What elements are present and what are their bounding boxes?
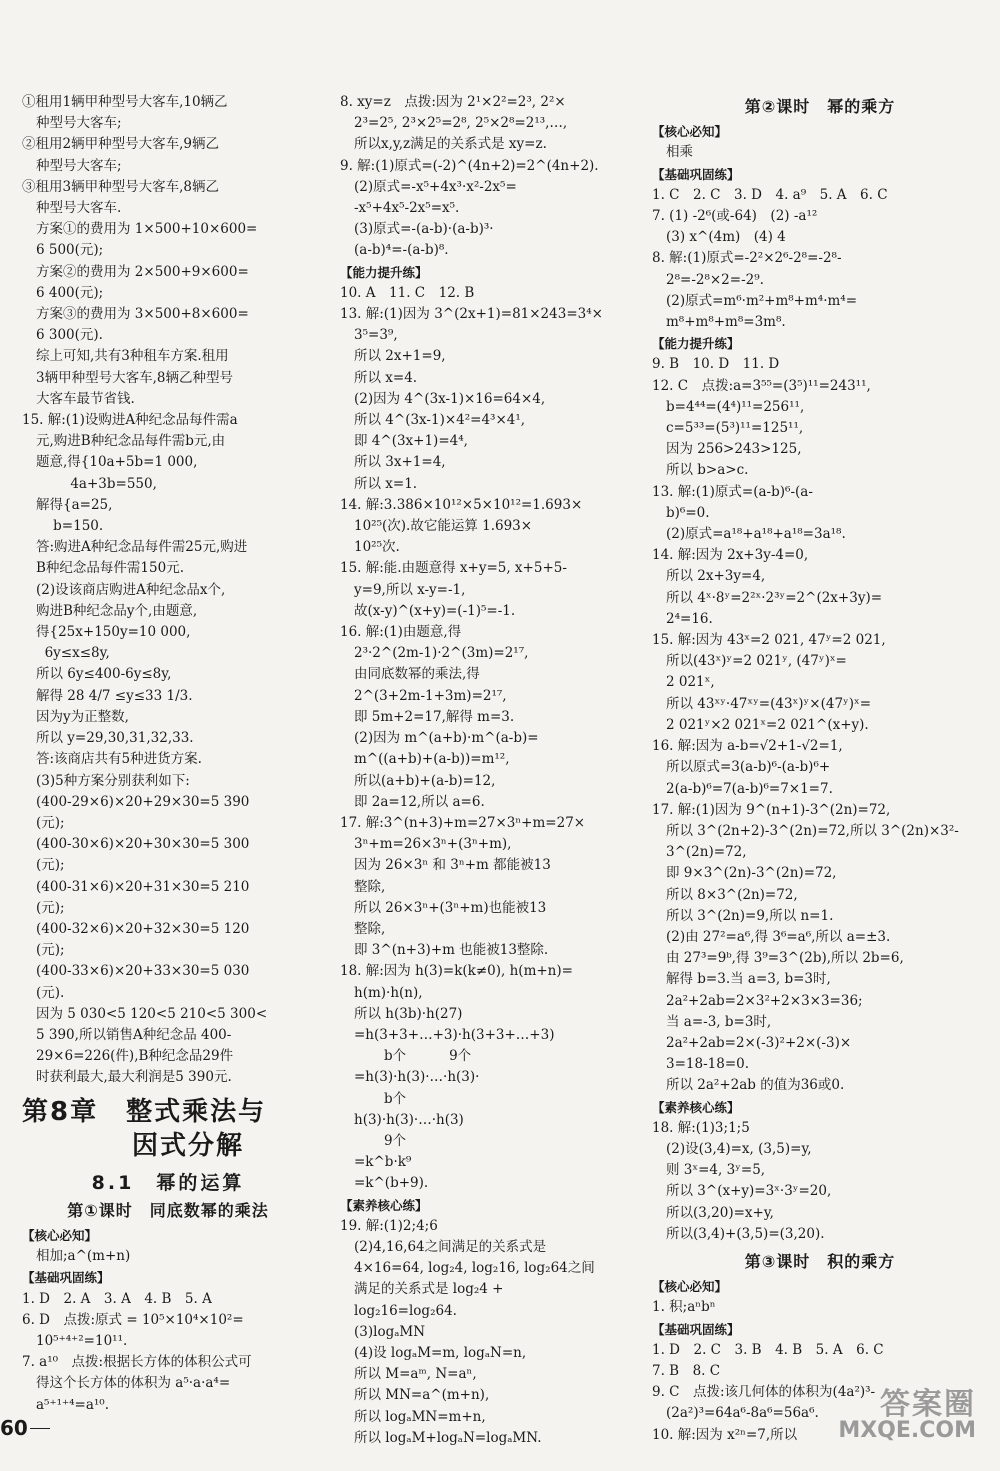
lesson-2-title: 第②课时 幂的乘方 xyxy=(744,97,896,116)
answer-line: 所以 3^(2n+2)-3^(2n)=72,所以 3^(2n)×3²- xyxy=(666,822,959,839)
answer-line: 9. B 10. D 11. D xyxy=(652,356,780,373)
answer-line: 当 a=-3, b=3时, xyxy=(666,1013,772,1030)
answer-line: 所以 8×3^(2n)=72, xyxy=(666,886,798,903)
answer-line: (3)logₐMN xyxy=(354,1323,426,1340)
chapter-title: 第8章 整式乘法与 因式分解 xyxy=(22,1096,267,1161)
answer-line: 时获利最大,最大利润是5 390元. xyxy=(36,1069,232,1086)
answer-line: 7. B 8. C xyxy=(652,1362,721,1379)
answer-line: 13. 解:(1)因为 3^(2x+1)=81×243=3⁴× xyxy=(340,306,603,323)
answer-line: 由 27³=9ᵇ,得 3⁹=3^(2b),所以 2b=6, xyxy=(666,950,904,967)
answer-line: (400-33×6)×20+33×30=5 030 xyxy=(36,963,250,980)
answer-line: 解得{a=25, xyxy=(36,496,113,513)
answer-line: 因为 5 030<5 120<5 210<5 300< xyxy=(36,1005,268,1022)
answer-line: 6 500(元); xyxy=(36,242,104,259)
answer-line: 所以 y=29,30,31,32,33. xyxy=(36,730,194,747)
answer-line: 16. 解:因为 a-b=√2+1-√2=1, xyxy=(652,738,843,755)
answer-line: 综上可知,共有3种租车方案.租用 xyxy=(36,348,229,365)
answer-line: 1. D 2. C 3. B 4. B 5. A 6. C xyxy=(652,1341,884,1358)
lesson-2-answers xyxy=(652,121,988,1245)
answer-line: 所以 4^(3x-1)×4²=4³×4¹, xyxy=(354,412,526,429)
answer-line: 3辆甲种型号大客车,8辆乙种型号 xyxy=(36,369,233,386)
answer-line: 12. C 点拨:a=3⁵⁵=(3⁵)¹¹=243¹¹, xyxy=(652,377,871,394)
answer-line: 解得 b=3.当 a=3, b=3时, xyxy=(666,971,831,988)
watermark-url: MXQE.COM xyxy=(838,1418,976,1443)
answer-line: (元); xyxy=(36,814,65,831)
answer-line: 所以 3x+1=4, xyxy=(354,454,446,471)
answer-line: h(3)·h(3)·…·h(3) xyxy=(354,1111,464,1128)
answer-line: (2)因为 4^(3x-1)×16=64×4, xyxy=(354,390,546,407)
answer-line: 13. 解:(1)原式=(a-b)⁶-(a- xyxy=(652,483,813,500)
answer-line: (4)设 logₐM=m, logₐN=n, xyxy=(354,1344,527,1361)
answer-line: (400-31×6)×20+31×30=5 210 xyxy=(36,878,250,895)
answer-line: 所以 43ˣʸ·47ˣʸ=(43ˣ)ʸ×(47ʸ)ˣ= xyxy=(666,695,872,712)
answer-line: 4a+3b=550, xyxy=(36,475,157,492)
answer-line: 8. xy=z 点拨:因为 2¹×2²=2³, 2²× xyxy=(340,94,566,110)
column-left xyxy=(22,92,314,1416)
answer-line: 所以(a+b)+(a-b)=12, xyxy=(354,772,496,789)
answer-line: 购进B种纪念品y个,由题意, xyxy=(36,602,198,619)
answer-line: 17. 解:3^(n+3)+m=27×3ⁿ+m=27× xyxy=(340,814,586,831)
answer-line: 所以 x=4. xyxy=(354,369,418,386)
answer-line: 故(x-y)^(x+y)=(-1)⁵=-1. xyxy=(354,602,516,619)
answer-line: 16. 解:(1)由题意,得 xyxy=(340,624,462,641)
answer-line: 所以 6y≤400-6y≤8y, xyxy=(36,666,172,683)
answer-line: 得{25x+150y=10 000, xyxy=(36,624,191,641)
answer-line: 所以 26×3ⁿ+(3ⁿ+m)也能被13 xyxy=(354,899,547,916)
answer-line: 相加;a^(m+n) xyxy=(36,1248,131,1265)
answer-line: 所以 2x+1=9, xyxy=(354,348,446,365)
answer-line: (2)由 27²=a⁶,得 3⁶=a⁶,所以 a=±3. xyxy=(666,928,891,945)
answer-line: 元,购进B种纪念品每件需b元,由 xyxy=(36,433,226,450)
answer-line: ③租用3辆甲种型号大客车,8辆乙 xyxy=(22,178,219,195)
answer-line: 10⁵⁺⁴⁺²=10¹¹. xyxy=(36,1332,128,1349)
lesson-1-answers xyxy=(22,1225,314,1416)
answer-line: 满足的关系式是 log₂4 + xyxy=(354,1281,504,1298)
answer-line: 方案①的费用为 1×500+10×600= xyxy=(36,221,258,238)
column-middle xyxy=(340,92,632,1449)
answer-line: 则 3ˣ=4, 3ʸ=5, xyxy=(666,1162,766,1179)
answer-line: 方案③的费用为 3×500+8×600= xyxy=(36,306,249,323)
section-label: 【核心必知】 xyxy=(652,124,728,140)
answer-line: 10²⁵次. xyxy=(354,539,400,556)
answer-line: 15. 解:因为 43ˣ=2 021, 47ʸ=2 021, xyxy=(652,632,886,649)
answer-line: (2)4,16,64之间满足的关系式是 xyxy=(354,1238,547,1255)
section-label: 【核心必知】 xyxy=(22,1227,98,1243)
answer-line: 2(a-b)⁶=7(a-b)⁶=7×1=7. xyxy=(666,780,833,797)
answer-line: 所以 b>a>c. xyxy=(666,462,749,479)
answer-line: 即 5m+2=17,解得 m=3. xyxy=(354,708,515,725)
answer-line: ②租用2辆甲种型号大客车,9辆乙 xyxy=(22,136,219,153)
answer-line: -x⁵+4x⁵-2x⁵=x⁵. xyxy=(354,200,460,217)
answer-line: 所以 3^(x+y)=3ˣ·3ʸ=20, xyxy=(666,1183,832,1200)
answer-line: 2⁸=-2⁸×2=-2⁹. xyxy=(666,271,764,288)
answer-line: 9. 解:(1)原式=(-2)^(4n+2)=2^(4n+2). xyxy=(340,157,599,174)
answer-line: 6 300(元). xyxy=(36,327,103,344)
answer-line: 2 021ˣ, xyxy=(666,674,715,691)
answer-line: 所以 4ˣ·8ʸ=2²ˣ·2³ʸ=2^(2x+3y)= xyxy=(666,589,883,606)
section-label: 【核心必知】 xyxy=(652,1279,728,1295)
answer-line: b=150. xyxy=(36,518,104,535)
answer-line: 5 390,所以销售A种纪念品 400- xyxy=(36,1026,232,1043)
answer-line: 14. 解:因为 2x+3y-4=0, xyxy=(652,547,809,564)
answer-line: 10. A 11. C 12. B xyxy=(340,284,475,301)
answer-line: 整除, xyxy=(354,878,386,895)
answer-line: 1. 积;aⁿbⁿ xyxy=(652,1299,716,1316)
answer-line: 所以 x=1. xyxy=(354,475,418,492)
answer-line: 答:购进A种纪念品每件需25元,购进 xyxy=(36,539,248,556)
answer-line: (3)原式=-(a-b)·(a-b)³· xyxy=(354,221,494,238)
answer-line: 2a²+2ab=2×(-3)²+2×(-3)× xyxy=(666,1034,852,1051)
lesson-3-title: 第③课时 积的乘方 xyxy=(744,1251,896,1271)
answer-line: 6. D 点拨:原式 = 10⁵×10⁴×10²= xyxy=(22,1311,244,1328)
section-label: 【素养核心练】 xyxy=(652,1099,740,1115)
answer-line: 15. 解:(1)设购进A种纪念品每件需a xyxy=(22,412,238,429)
page-number: 60 xyxy=(0,1416,28,1440)
watermark-logo: 答案圈 xyxy=(880,1387,976,1422)
answer-line: 因为 26×3ⁿ 和 3ⁿ+m 都能被13 xyxy=(354,857,551,874)
section-label: 【基础巩固练】 xyxy=(652,1321,740,1337)
answer-line: 6 400(元); xyxy=(36,284,104,301)
answer-line: 9个 xyxy=(354,1132,407,1149)
lesson-1-title: 第①课时 同底数幂的乘法 xyxy=(67,1200,269,1220)
answer-line: (2a²)³=64a⁶-8a⁶=56a⁶. xyxy=(666,1405,819,1422)
answer-line: 3=18-18=0. xyxy=(666,1056,750,1073)
section-label: 【能力提升练】 xyxy=(652,336,740,352)
answer-line: 7. a¹⁰ 点拨:根据长方体的体积公式可 xyxy=(22,1354,252,1371)
answer-line: 19. 解:(1)2;4;6 xyxy=(340,1217,438,1234)
answer-line: b)⁶=0. xyxy=(666,504,710,521)
answer-line: 所以 M=aᵐ, N=aⁿ, xyxy=(354,1366,477,1383)
answer-line: 6y≤x≤8y, xyxy=(36,645,110,662)
answer-line: (元); xyxy=(36,942,65,959)
answer-line: 2³·2^(2m-1)·2^(3m)=2¹⁷, xyxy=(354,645,529,662)
answer-line: 18. 解:(1)3;1;5 xyxy=(652,1119,750,1136)
answer-line: (400-32×6)×20+32×30=5 120 xyxy=(36,920,250,937)
answer-line: 种型号大客车. xyxy=(36,200,122,217)
section-label: 【基础巩固练】 xyxy=(22,1270,110,1286)
answer-line: =k^b·k⁹ xyxy=(354,1154,412,1171)
answer-line: 整除, xyxy=(354,920,386,937)
answer-line: (400-29×6)×20+29×30=5 390 xyxy=(36,793,250,810)
answer-line: (2)设该商店购进A种纪念品x个, xyxy=(36,581,226,598)
answer-line: 即 3^(n+3)+m 也能被13整除. xyxy=(354,942,549,959)
answer-line: 所以 logₐM+logₐN=logₐMN. xyxy=(354,1429,542,1446)
answer-line: 2a²+2ab=2×3²+2×3×3=36; xyxy=(666,992,863,1009)
answer-line: 因为 256>243>125, xyxy=(666,441,802,458)
answer-line: ①租用1辆甲种型号大客车,10辆乙 xyxy=(22,94,228,110)
answer-line: 15. 解:能.由题意得 x+y=5, x+5+5- xyxy=(340,560,567,577)
answer-line: 即 2a=12,所以 a=6. xyxy=(354,793,485,810)
column-right xyxy=(652,96,988,1446)
answer-line: 方案②的费用为 2×500+9×600= xyxy=(36,263,249,280)
answer-line: 10. 解:因为 x²ⁿ=7,所以 xyxy=(652,1426,798,1443)
answer-line: b个 xyxy=(354,1090,407,1107)
answer-line: (2)因为 m^(a+b)·m^(a-b)= xyxy=(354,730,539,747)
answer-line: 种型号大客车; xyxy=(36,115,122,132)
answer-line: 2³=2⁵, 2³×2⁵=2⁸, 2⁵×2⁸=2¹³,…, xyxy=(354,115,568,132)
answer-line: (2)设(3,4)=x, (3,5)=y, xyxy=(666,1140,812,1157)
answer-line: (2)原式=-x⁵+4x³·x²-2x⁵= xyxy=(354,178,517,195)
answer-line: (元); xyxy=(36,857,65,874)
answer-line: 10²⁵(次).故它能运算 1.693× xyxy=(354,518,533,535)
answer-line: 所以 2x+3y=4, xyxy=(666,568,766,585)
watermark xyxy=(838,1387,976,1444)
answer-line: 相乘 xyxy=(666,144,693,161)
answer-line: (2)原式=a¹⁸+a¹⁸+a¹⁸=3a¹⁸. xyxy=(666,526,846,543)
answer-line: (元); xyxy=(36,899,65,916)
answer-line: b个 9个 xyxy=(354,1048,472,1065)
answer-line: 所以(3,20)=x+y, xyxy=(666,1204,774,1221)
answer-line: (3) x^(4m) (4) 4 xyxy=(666,229,786,246)
answer-line: =h(3+3+…+3)·h(3+3+…+3) xyxy=(354,1026,555,1043)
answer-line: 解得 28 4/7 ≤y≤33 1/3. xyxy=(36,687,193,704)
answer-line: c=5³³=(5³)¹¹=125¹¹, xyxy=(666,420,804,437)
page-rule xyxy=(30,1428,50,1429)
answer-line: b=4⁴⁴=(4⁴)¹¹=256¹¹, xyxy=(666,398,805,415)
answer-line: 9. C 点拨:该几何体的体积为(4a²)³- xyxy=(652,1384,876,1401)
answer-line: 种型号大客车; xyxy=(36,157,122,174)
answer-line: 29×6=226(件),B种纪念品29件 xyxy=(36,1048,234,1065)
answer-line: h(m)·h(n), xyxy=(354,984,423,1001)
answer-line: 答:该商店共有5种进货方案. xyxy=(36,751,202,768)
answer-line: a⁵⁺¹⁺⁴=a¹⁰. xyxy=(36,1396,110,1413)
answer-line: 2 021ʸ×2 021ˣ=2 021^(x+y). xyxy=(666,716,869,733)
answer-line: B种纪念品每件需150元. xyxy=(36,560,184,577)
answer-line: 1. C 2. C 3. D 4. a⁹ 5. A 6. C xyxy=(652,186,888,203)
answer-line: 所以x,y,z满足的关系式是 xy=z. xyxy=(354,136,547,153)
answer-line: 3ⁿ+m=26×3ⁿ+(3ⁿ+m), xyxy=(354,836,512,853)
answer-line: 因为y为正整数, xyxy=(36,708,129,725)
section-label: 【素养核心练】 xyxy=(340,1197,428,1213)
answer-line: =k^(b+9). xyxy=(354,1175,429,1192)
answer-line: 即 9×3^(2n)-3^(2n)=72, xyxy=(666,865,837,882)
answer-line: (400-30×6)×20+30×30=5 300 xyxy=(36,836,250,853)
answer-line: m⁸+m⁸+m⁸=3m⁸. xyxy=(666,314,786,331)
answer-line: 8. 解:(1)原式=-2²×2⁶-2⁸=-2⁸- xyxy=(652,250,842,267)
answer-line: 题意,得{10a+5b=1 000, xyxy=(36,454,198,471)
answer-line: 3⁵=3⁹, xyxy=(354,327,398,344)
answer-line: 7. (1) -2⁶(或-64) (2) -a¹² xyxy=(652,208,818,225)
answer-line: (3)5种方案分别获利如下: xyxy=(36,772,190,789)
answer-line: 所以 logₐMN=m+n, xyxy=(354,1408,486,1425)
answer-line: 所以原式=3(a-b)⁶-(a-b)⁶+ xyxy=(666,759,831,776)
answer-line: 即 4^(3x+1)=4⁴, xyxy=(354,433,468,450)
answer-line: log₂16=log₂64. xyxy=(354,1302,457,1319)
answer-line: 2^(3+2m-1+3m)=2¹⁷, xyxy=(354,687,507,704)
answer-line: 得这个长方体的体积为 a⁵·a·a⁴= xyxy=(36,1375,231,1392)
answer-line: 所以 MN=a^(m+n), xyxy=(354,1387,490,1404)
section-title: 8.1 幂的运算 xyxy=(91,1171,245,1194)
lesson-1-answers-continued xyxy=(340,92,632,1449)
answer-line: (2)原式=m⁶·m²+m⁸+m⁴·m⁴= xyxy=(666,292,858,309)
answer-line: (元). xyxy=(36,984,65,1001)
answer-line: 所以 h(3b)·h(27) xyxy=(354,1005,463,1022)
answer-line: 由同底数幂的乘法,得 xyxy=(354,666,480,683)
answer-line: =h(3)·h(3)·…·h(3)· xyxy=(354,1069,480,1086)
answer-line: 所以 2a²+2ab 的值为36或0. xyxy=(666,1077,845,1094)
answer-line: 2⁴=16. xyxy=(666,610,713,627)
section-label: 【基础巩固练】 xyxy=(652,166,740,182)
answer-line: 3^(2n)=72, xyxy=(666,844,747,861)
answer-line: 18. 解:因为 h(3)=k(k≠0), h(m+n)= xyxy=(340,963,573,980)
answer-line: m^((a+b)+(a-b))=m¹², xyxy=(354,751,510,768)
answer-line: 17. 解:(1)因为 9^(n+1)-3^(2n)=72, xyxy=(652,801,891,818)
answer-line: 大客车最节省钱. xyxy=(36,390,135,407)
answer-line: 14. 解:3.386×10¹²×5×10¹²=1.693× xyxy=(340,496,583,513)
answer-line: y=9,所以 x-y=-1, xyxy=(354,581,466,598)
answer-line: (a-b)⁴=-(a-b)⁸. xyxy=(354,242,449,259)
answer-line: 1. D 2. A 3. A 4. B 5. A xyxy=(22,1290,212,1307)
answer-line: 4×16=64, log₂4, log₂16, log₂64之间 xyxy=(354,1260,595,1277)
section-label: 【能力提升练】 xyxy=(340,264,428,280)
answer-line: 所以 3^(2n)=9,所以 n=1. xyxy=(666,907,834,924)
answers-block-ch7 xyxy=(22,92,314,1089)
answer-line: 所以(43ˣ)ʸ=2 021ʸ, (47ʸ)ˣ= xyxy=(666,653,847,670)
answer-line: 所以(3,4)+(3,5)=(3,20). xyxy=(666,1225,825,1242)
